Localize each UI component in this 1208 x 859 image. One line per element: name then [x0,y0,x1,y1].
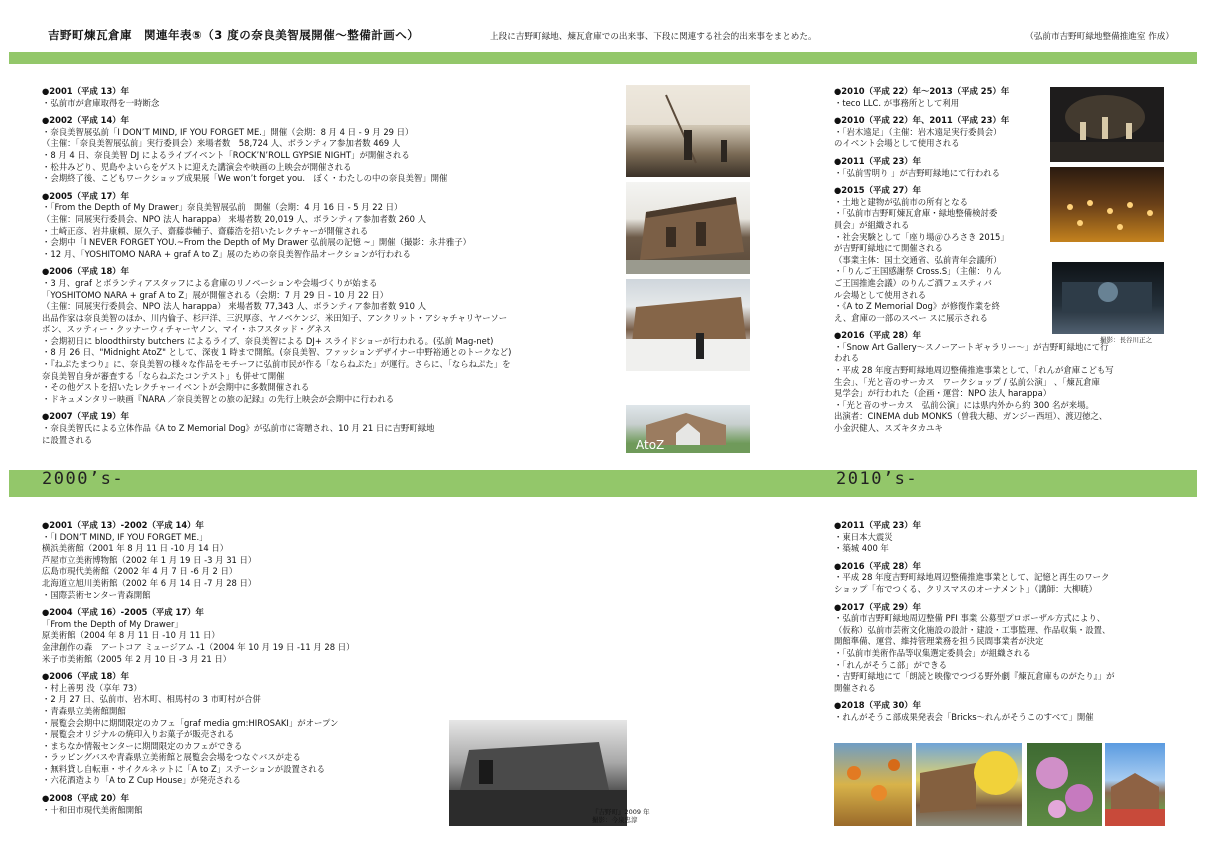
timeline-item: （仮称）弘前市芸術文化施設の設計・建設・工事監理、作品収集・設置、 [834,624,1111,635]
timeline-item: ・会期中「I NEVER FORGET YOU.~From the Depth of My Drawer 弘前展の記憶 ~」開催（撮影：永井雅子） [42,237,472,248]
timeline-year: ●2016（平成 28）年 [834,330,922,341]
photo-snow-lanterns [1050,167,1164,242]
timeline-entry [834,602,1174,695]
timeline-item: ・国際芸術センター青森開館 [42,589,151,600]
timeline-year: ●2010（平成 22）年、2011（平成 23）年 [834,115,1010,126]
timeline-item: 広島市現代美術館（2002 年 4 月 7 日 -6 月 2 日） [42,566,238,577]
timeline-item: ・「りんご王国感謝祭 Cross.S」（主催：りん [834,266,1002,277]
timeline-item: 芦屋市立美術博物館（2002 年 1 月 19 日 -3 月 31 日） [42,554,257,565]
timeline-year: ●2007（平成 19）年 [42,411,130,422]
photo-night-festival [1052,262,1164,334]
timeline-item: ・平成 28 年度吉野町緑地周辺整備推進事業として、記憶と再生のワーク [834,572,1110,583]
timeline-year: ●2001（平成 13）年 [42,86,130,96]
timeline-entry [834,520,1174,555]
photo-credit-caption: 撮影：長谷川正之 [1100,336,1152,344]
timeline-item: に設置される [42,434,93,445]
timeline-entry [834,561,1174,596]
timeline-entry [834,86,1044,109]
timeline-item: 「From the Depth of My Drawer」 [42,618,183,629]
timeline-item: のイベント会場として使用される [834,138,960,149]
timeline-item: ・奈良美智氏による立体作品《A to Z Memorial Dog》が弘前市に寄贈され、10 月 21 日に吉野町緑地 [42,423,435,434]
timeline-year: ●2011（平成 23）年 [834,520,922,530]
timeline-entry [42,520,462,601]
timeline-item: 出演者：CINEMA dub MONKS（曽我大穂、ガンジー西垣）、渡辺徳之、 [834,411,1108,422]
svg-text:AtoZ: AtoZ [636,438,665,452]
timeline-item: ・東日本大震災 [834,531,893,542]
timeline-item: ・展覧会会期中に期間限定のカフェ「graf media gm:HIROSAKI」がオープン [42,717,339,728]
lower-right-timeline [834,520,1174,730]
photo-exhibition-interior [626,85,750,177]
timeline-item: ・12 月、「YOSHITOMO NARA + graf A to Z」展のための奈良美智作品オークションが行われる [42,248,411,259]
timeline-item: ・ラッピングバスや青森県立美術館と展覧会会場をつなぐバスが走る [42,752,301,763]
timeline-item: ・ドキュメンタリー映画『NARA ／奈良美智との旅の記録』の先行上映会が会期中に行われる [42,393,395,404]
timeline-item: 員会」が組織される [834,219,910,230]
timeline-item: 小金沢健人、スズキタカユキ [834,423,943,434]
top-green-band [9,52,1197,64]
timeline-entry [834,115,1044,150]
timeline-item: 開催される [834,682,876,693]
photo-caption-year: 『吉野町』2009 年 [592,808,650,816]
upper-left-timeline [42,86,612,452]
timeline-year: ●2006（平成 18）年 [42,671,130,682]
timeline-item: 「YOSHITOMO NARA + graf A to Z」展が開催される（会期：7 月 29 日 - 10 月 22 日） [42,289,389,300]
timeline-item: ・「弘前雪明り 」が吉野町緑地にて行われる [834,167,1000,178]
timeline-item: 米子市美術館（2005 年 2 月 10 日 -3 月 21 日） [42,653,232,664]
timeline-item: ・展覧会オリジナルの焼印入りお菓子が販売される [42,729,235,740]
timeline-item: ・「From the Depth of My Drawer」奈良美智展弘前 開催（会期：4 月 16 日 - 5 月 22 日） [42,202,403,213]
timeline-item: ・松井みどり、児島やよいらをゲストに迎えた講演会や映画の上映会が開催される [42,161,352,172]
decade-label-2000s: 2000’s- [42,469,125,489]
timeline-item: ・青森県立美術館開館 [42,705,126,716]
timeline-entry [834,156,1044,179]
timeline-entry [42,115,612,185]
timeline-item: ・土崎正彦、岩井康頼、原久子、齋藤恭輔子、齋藤浩を招いたレクチャーが開催される [42,225,369,236]
lower-left-timeline [42,520,462,822]
timeline-item: 見学会」が行われた（企画・運営：NPO 法人 harappa） [834,388,1052,399]
timeline-item: ・まちなか情報センターに期間限定のカフェができる [42,740,243,751]
timeline-item: ボン、スッティー・クッナーウィチャーヤノン、マイ・ホフスタッド・グネス [42,324,332,335]
middle-green-band [9,470,1197,497]
timeline-entry [42,793,462,816]
timeline-item: ・2 月 27 日、弘前市、岩木町、相馬村の 3 市町村が合併 [42,694,261,705]
timeline-item: ・築城 400 年 [834,543,889,554]
timeline-item: ・土地と建物が弘前市の所有となる [834,196,968,207]
timeline-item: ・「弘前市吉野町煉瓦倉庫・緑地整備検討委 [834,208,998,219]
timeline-item: ・弘前市吉野町緑地周辺整備 PFI 事業 公募型プロポーザル方式により、 [834,613,1106,624]
photo-hydrangea [1027,743,1102,826]
timeline-item: ・社会実験として「座り場＠ひろさき 2015」 [834,231,1009,242]
timeline-item: 出品作家は奈良美智のほか、川内倫子、杉戸洋、三沢厚彦、ヤノベケンジ、米田知子、アンクリット・アシャチャリヤーソー [42,312,508,323]
timeline-item: ・「Snow Art Gallery～スノーアートギャラリー～」が吉野町緑地にて行 [834,341,1109,352]
photo-warehouse-snow [626,279,750,371]
timeline-year: ●2001（平成 13）-2002（平成 14）年 [42,520,204,530]
photo-ginkgo-warehouse [916,743,1022,826]
timeline-item: ・弘前市が倉庫取得を一時断念 [42,97,160,108]
timeline-item: ・「れんがそうこ部」ができる [834,659,948,670]
timeline-entry [834,185,1044,324]
timeline-item: ・村上善男 没（享年 73） [42,682,142,693]
timeline-item: ・平成 28 年度吉野町緑地周辺整備推進事業として、「れんが倉庫こども写 [834,365,1114,376]
page-credit: （弘前市吉野町緑地整備推進室 作成） [1025,32,1174,42]
timeline-item: ・「弘前市美術作品等収集選定委員会」が組織される [834,647,1031,658]
timeline-item: われる [834,353,860,364]
photo-persimmon-tree [834,743,912,826]
timeline-item: ・「岩木遠足」（主催：岩木遠足実行委員会） [834,126,1002,137]
timeline-item: （主催：同展実行委員会、NPO 法人 harappa） 来場者数 20,019 人、ボランティア参加者数 260 人 [42,213,426,224]
timeline-item: ・《A to Z Memorial Dog》が修復作業を終 [834,301,1000,312]
timeline-item: ショップ「布でつくる、クリスマスのオーナメント」（講師：大柳暁） [834,583,1097,594]
timeline-item: ・8 月 26 日、"Midnight AtoZ" として、深夜 1 時まで開館。(奈良美智、ファッションデザイナー中野裕通とのトークなど) [42,347,512,358]
timeline-item: （主催：「奈良美智展弘前」実行委員会）来場者数 58,724 人、ボランティア参加者数 469 人 [42,138,401,149]
page-subtitle: 上段に吉野町緑地、煉瓦倉庫での出来事、下段に関連する社会的出来事をまとめた。 [490,32,817,42]
timeline-item: ご王国推進会議）のりんご酒フェスティバ [834,277,992,288]
photo-a-to-z-building [626,405,750,453]
timeline-year: ●2017（平成 29）年 [834,601,922,612]
timeline-item: ・れんがそうこ部成果発表会「Bricks～れんがそうこのすべて」開催 [834,711,1094,722]
photo-brick-warehouse-exterior [626,182,750,274]
timeline-item: ・8 月 4 日、奈良美智 DJ によるライブイベント「ROCK’N’ROLL GYPSIE NIGHT」が開催される [42,149,410,160]
timeline-item: 開館準備、運営、維持管理業務を担う民間事業者が決定 [834,636,1044,647]
timeline-year: ●2010（平成 22）年～2013（平成 25）年 [834,86,1010,96]
timeline-year: ●2018（平成 30）年 [834,700,922,711]
timeline-item: ・3 月、graf とボランティアスタッフによる倉庫のリノベーションや会場づくりが始まる [42,277,378,288]
timeline-entry [42,607,462,665]
timeline-year: ●2002（平成 14）年 [42,115,130,126]
timeline-item: ・十和田市現代美術館開館 [42,804,143,815]
timeline-item: ・「I DON’T MIND, IF YOU FORGET ME.」 [42,531,208,542]
upper-right-timeline [834,86,1114,441]
timeline-item: 北海道立旭川美術館（2002 年 6 月 14 日 -7 月 28 日） [42,577,257,588]
timeline-item: （主催：同展実行委員会、NPO 法人 harappa） 来場者数 77,343 人、ボランティア参加者数 910 人 [42,301,426,312]
timeline-entry [42,191,612,261]
timeline-entry [42,266,612,405]
timeline-item: ・会期初日に bloodthirsty butchers によるライブ、奈良美智による DJ+ スライドショーが行われる。(弘前 Mag-net) [42,335,494,346]
timeline-entry [834,330,1114,434]
timeline-item: ・無料貸し自転車・サイクルネットに「A to Z」ステーションが設置される [42,763,326,774]
timeline-year: ●2011（平成 23）年 [834,155,922,166]
photo-warehouse-blue-sky [1105,743,1165,826]
timeline-year: ●2005（平成 17）年 [42,190,130,201]
timeline-item: 奈良美智自身が審査する「ならねぷたコンテスト」も併せて開催 [42,370,285,381]
timeline-item: ・吉野町緑地にて「朗読と映像でつづる野外劇『煉瓦倉庫ものがたり』」が [834,671,1115,682]
timeline-item: ・teco LLC. が事務所として利用 [834,97,960,108]
timeline-item: ・「光と音のサーカス 弘前公演」には県内外から約 300 名が来場。 [834,399,1094,410]
timeline-item: 金津創作の森 アートコア ミュージアム -1（2004 年 10 月 19 日 -11 月 28 日） [42,641,355,652]
timeline-item: ・会期終了後、こどもワークショップ成果展「We won’t forget you. ぼく・わたしの中の奈良美智」開催 [42,173,448,184]
photo-concert-stage [1050,87,1164,162]
timeline-item: え、倉庫の一部のスペー スに展示される [834,312,988,323]
timeline-year: ●2016（平成 28）年 [834,560,922,571]
timeline-item: が吉野町緑地にて開催される [834,243,943,254]
decade-label-2010s: 2010’s- [836,469,919,489]
photo-caption-credit: 撮影：今泉忠淳 [592,816,638,824]
timeline-item: ・その他ゲストを招いたレクチャーイベントが会期中に多数開催される [42,382,310,393]
header [32,30,1182,48]
timeline-entry [42,86,612,109]
timeline-item: 生会」、「光と音のサーカス ワークショップ / 弘前公演」 、「煉瓦倉庫 [834,376,1100,387]
timeline-item: 原美術館（2004 年 8 月 11 日 -10 月 11 日） [42,630,220,641]
timeline-year: ●2008（平成 20）年 [42,793,130,804]
timeline-year: ●2006（平成 18）年 [42,266,130,277]
timeline-item: ル会場として使用される [834,289,927,300]
timeline-entry [42,411,612,446]
timeline-year: ●2004（平成 16）-2005（平成 17）年 [42,607,204,618]
timeline-item: 横浜美術館（2001 年 8 月 11 日 -10 月 14 日） [42,543,229,554]
timeline-item: ・六花酒造より「A to Z Cup House」が発売される [42,775,241,786]
timeline-item: ・『ねぷたまつり』に、奈良美智の様々な作品をモチーフに弘前市民が作る「ならねぷた」が運行。さらに、「ならねぷた」を [42,359,511,370]
timeline-entry [834,700,1174,723]
timeline-item: （事業主体：国土交通省、弘前青年会議所） [834,254,1002,265]
timeline-item: ・奈良美智展弘前「I DON’T MIND, IF YOU FORGET ME.」開催（会期：8 月 4 日 - 9 月 29 日） [42,126,414,137]
timeline-year: ●2015（平成 27）年 [834,185,922,196]
page-title: 吉野町煉瓦倉庫 関連年表⑤（3 度の奈良美智展開催～整備計画へ） [48,28,420,42]
timeline-entry [42,671,462,787]
